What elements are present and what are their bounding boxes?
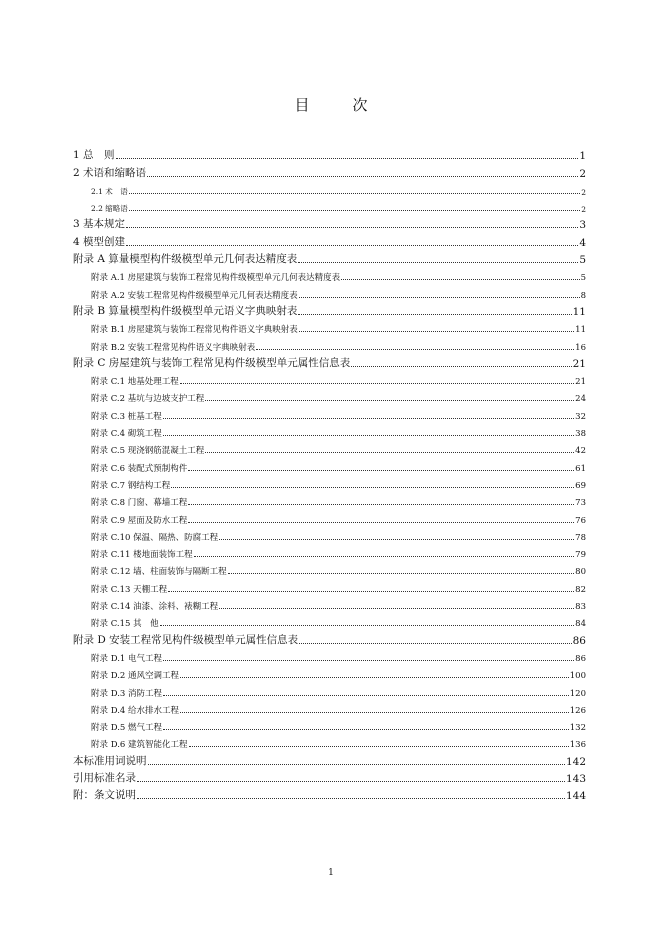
toc-entry-label: 附录 D.6 建筑智能化工程 (91, 740, 188, 751)
toc-entry[interactable] (73, 214, 586, 231)
toc-entry-page: 83 (575, 602, 586, 613)
dot-leader (126, 227, 578, 228)
toc-entry-page: 84 (575, 619, 586, 630)
dot-leader (163, 660, 574, 661)
dot-leader (298, 314, 571, 315)
toc-entry-page: 11 (575, 325, 586, 336)
toc-entry-page: 142 (565, 755, 586, 768)
dot-leader (180, 712, 569, 713)
toc-entry[interactable] (73, 370, 586, 387)
toc-entry-page: 100 (569, 671, 586, 682)
toc-entry[interactable] (73, 716, 586, 733)
toc-entry-page: 76 (575, 515, 586, 526)
toc-entry-page: 79 (575, 550, 586, 561)
toc-entry[interactable] (73, 681, 586, 698)
toc-entry-label: 附录 B 算量模型构件级模型单元语义字典映射表 (73, 304, 298, 317)
toc-entry-label: 附录 A 算量模型构件级模型单元几何表达精度表 (73, 253, 298, 266)
toc-entry-label: 附录 C.6 装配式预制构件 (91, 463, 188, 474)
toc-entry-page: 120 (569, 688, 586, 699)
dot-leader (148, 764, 565, 765)
toc-entry-page: 144 (565, 790, 586, 803)
toc-entry-label: 附录 C.7 钢结构工程 (91, 480, 171, 491)
toc-entry-page: 42 (575, 446, 586, 457)
toc-entry-label: 附录 C.12 墙、柱面装饰与隔断工程 (91, 567, 227, 578)
dot-leader (129, 193, 580, 194)
toc-entry-page: 5 (579, 254, 586, 267)
toc-entry-page: 2 (579, 167, 586, 180)
toc-entry-label: 引用标准名录 (73, 771, 136, 784)
toc-entry[interactable] (73, 335, 586, 352)
dot-leader (205, 400, 574, 401)
toc-entry[interactable] (73, 629, 586, 646)
toc-entry-label: 附录 C.13 天棚工程 (91, 584, 168, 595)
toc-entry[interactable] (73, 750, 586, 767)
dot-leader (351, 366, 571, 367)
toc-entry[interactable] (73, 577, 586, 594)
toc-entry-page: 5 (580, 273, 586, 284)
toc-entry[interactable] (73, 283, 586, 300)
dot-leader (299, 643, 572, 644)
toc-entry-label: 附录 B.2 安装工程常见构件语义字典映射表 (91, 342, 256, 353)
toc-entry-label: 1 总 则 (73, 149, 115, 162)
toc-entry[interactable] (73, 785, 586, 802)
dot-leader (205, 452, 574, 453)
toc-entry-label: 附录 D.4 给水排水工程 (91, 705, 180, 716)
toc-entry-page: 16 (575, 342, 586, 353)
toc-entry[interactable] (73, 266, 586, 283)
toc-entry[interactable] (73, 595, 586, 612)
toc-entry[interactable] (73, 474, 586, 491)
toc-entry[interactable] (73, 543, 586, 560)
toc-entry-page: 32 (575, 411, 586, 422)
toc-entry-label: 附录 C.9 屋面及防水工程 (91, 515, 188, 526)
toc-entry-label: 2.2 缩略语 (91, 204, 128, 214)
toc-entry[interactable] (73, 197, 586, 214)
dot-leader (137, 798, 565, 799)
toc-entry-label: 附录 C.3 桩基工程 (91, 411, 162, 422)
dot-leader (171, 487, 574, 488)
dot-leader (298, 262, 578, 263)
toc-entry[interactable] (73, 439, 586, 456)
dot-leader (188, 504, 574, 505)
toc-entry-label: 4 模型创建 (73, 235, 126, 248)
toc-entry-label: 附录 C 房屋建筑与装饰工程常见构件级模型单元属性信息表 (73, 356, 351, 369)
toc-entry[interactable] (73, 560, 586, 577)
dot-leader (180, 383, 574, 384)
dot-leader (116, 158, 579, 159)
toc-entry-label: 附录 D.5 燃气工程 (91, 723, 163, 734)
dot-leader (163, 418, 574, 419)
toc-entry[interactable] (73, 404, 586, 421)
toc-entry-page: 4 (579, 236, 586, 249)
toc-entry-page: 1 (579, 150, 586, 163)
dot-leader (160, 625, 575, 626)
toc-entry[interactable] (73, 647, 586, 664)
toc-entry-page: 2 (581, 187, 586, 197)
dot-leader (188, 470, 574, 471)
toc-entry-page: 2 (581, 205, 586, 215)
toc-entry-label: 附录 C.15 其 他 (91, 619, 159, 630)
toc-entry[interactable] (73, 422, 586, 439)
toc-entry-page: 132 (569, 723, 586, 734)
toc-entry-page: 78 (575, 532, 586, 543)
toc-entry-label: 2.1 术 语 (91, 186, 128, 196)
toc-entry[interactable] (73, 456, 586, 473)
toc-entry-page: 143 (565, 772, 586, 785)
dot-leader (163, 695, 569, 696)
toc-entry-label: 附录 A.2 安装工程常见构件级模型单元几何表达精度表 (91, 290, 298, 301)
toc-entry-label: 附录 A.1 房屋建筑与装饰工程常见构件级模型单元几何表达精度表 (91, 273, 341, 284)
toc-entry[interactable] (73, 231, 586, 248)
toc-entry-label: 附录 B.1 房屋建筑与装饰工程常见构件语义字典映射表 (91, 325, 298, 336)
toc-entry-page: 21 (572, 357, 586, 370)
toc-entry[interactable] (73, 664, 586, 681)
toc-entry-page: 82 (575, 584, 586, 595)
dot-leader (180, 677, 569, 678)
dot-leader (137, 781, 565, 782)
table-of-contents (73, 145, 586, 802)
toc-entry-page: 8 (580, 290, 586, 301)
toc-entry-page: 80 (575, 567, 586, 578)
toc-entry-label: 附录 D.2 通风空调工程 (91, 671, 180, 682)
toc-entry-label: 附录 D 安装工程常见构件级模型单元属性信息表 (73, 633, 299, 646)
toc-entry-page: 69 (575, 480, 586, 491)
toc-entry-page: 73 (575, 498, 586, 509)
toc-entry[interactable] (73, 612, 586, 629)
page-title: 目 次 (294, 96, 382, 114)
toc-entry[interactable] (73, 508, 586, 525)
toc-entry[interactable] (73, 733, 586, 750)
toc-entry-page: 11 (572, 305, 586, 318)
toc-entry-label: 附录 C.2 基坑与边坡支护工程 (91, 394, 205, 405)
dot-leader (168, 591, 574, 592)
dot-leader (129, 210, 580, 211)
toc-entry-label: 3 基本规定 (73, 218, 126, 231)
toc-entry-label: 附录 C.10 保温、隔热、防腐工程 (91, 532, 219, 543)
toc-entry-label: 2 术语和缩略语 (73, 166, 147, 179)
dot-leader (299, 297, 580, 298)
dot-leader (256, 349, 574, 350)
toc-entry-page: 86 (575, 653, 586, 664)
toc-entry-page: 3 (579, 219, 586, 232)
toc-entry-label: 附录 D.1 电气工程 (91, 653, 163, 664)
toc-entry-label: 附录 C.1 地基处理工程 (91, 377, 179, 388)
toc-entry-page: 24 (575, 394, 586, 405)
toc-entry-label: 附录 C.11 楼地面装饰工程 (91, 550, 193, 561)
toc-entry-page: 61 (575, 463, 586, 474)
toc-entry-label: 本标准用词说明 (73, 754, 147, 767)
toc-entry[interactable] (73, 318, 586, 335)
dot-leader (163, 435, 574, 436)
toc-entry-page: 126 (569, 705, 586, 716)
toc-entry[interactable] (73, 387, 586, 404)
toc-entry[interactable] (73, 768, 586, 785)
toc-entry-label: 附录 C.14 油漆、涂料、裱糊工程 (91, 602, 219, 613)
toc-entry-label: 附录 C.5 现浇钢筋混凝土工程 (91, 446, 205, 457)
dot-leader (219, 608, 574, 609)
dot-leader (228, 573, 575, 574)
dot-leader (299, 331, 574, 332)
toc-entry-page: 136 (569, 740, 586, 751)
dot-leader (126, 245, 578, 246)
toc-entry-label: 附：条文说明 (73, 789, 136, 802)
toc-entry[interactable] (73, 145, 586, 162)
dot-leader (163, 729, 569, 730)
toc-entry[interactable] (73, 249, 586, 266)
dot-leader (194, 556, 575, 557)
toc-entry-page: 38 (575, 429, 586, 440)
toc-entry[interactable] (73, 162, 586, 179)
toc-entry[interactable] (73, 301, 586, 318)
toc-entry-page: 21 (575, 377, 586, 388)
toc-entry[interactable] (73, 180, 586, 197)
page-number: 1 (328, 868, 334, 878)
toc-entry[interactable] (73, 699, 586, 716)
dot-leader (219, 539, 574, 540)
toc-entry-label: 附录 D.3 消防工程 (91, 688, 163, 699)
dot-leader (147, 176, 578, 177)
toc-entry[interactable] (73, 491, 586, 508)
toc-entry[interactable] (73, 526, 586, 543)
toc-entry[interactable] (73, 353, 586, 370)
dot-leader (341, 279, 579, 280)
dot-leader (188, 522, 574, 523)
toc-entry-page: 86 (572, 634, 586, 647)
toc-entry-label: 附录 C.8 门窗、幕墙工程 (91, 498, 188, 509)
dot-leader (189, 746, 569, 747)
toc-entry-label: 附录 C.4 砌筑工程 (91, 429, 162, 440)
